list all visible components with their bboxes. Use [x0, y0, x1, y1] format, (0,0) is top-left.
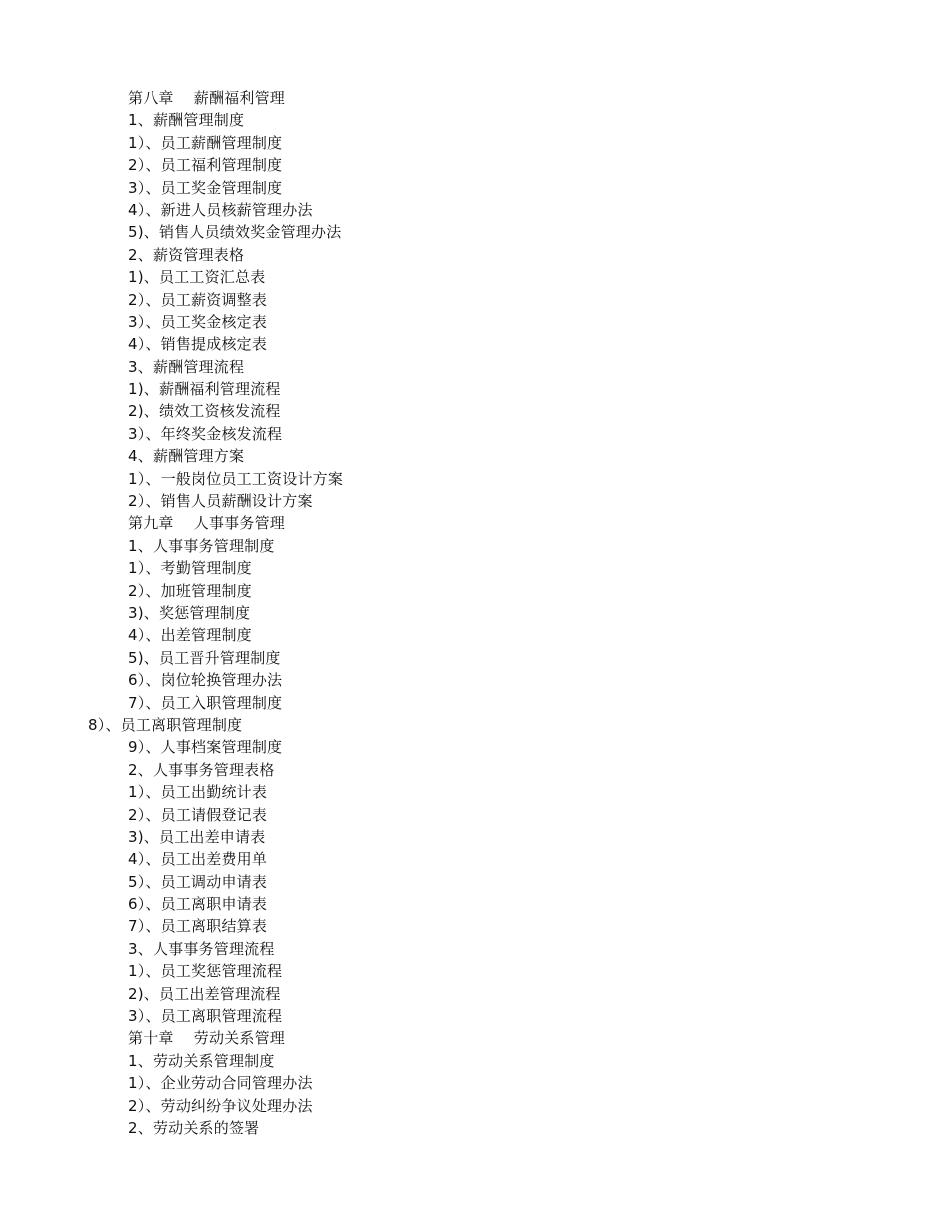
toc-line: 4、薪酬管理方案 — [128, 447, 245, 466]
toc-line: 1）、一般岗位员工工资设计方案 — [128, 469, 344, 488]
toc-line: 3)、奖惩管理制度 — [128, 603, 251, 622]
toc-line: 8）、员工离职管理制度 — [88, 715, 243, 734]
toc-line: 5）、员工调动申请表 — [128, 872, 268, 891]
toc-line: 3）、员工奖金管理制度 — [128, 178, 283, 197]
toc-line: 1、人事事务管理制度 — [128, 536, 275, 555]
toc-line: 2）、员工薪资调整表 — [128, 290, 268, 309]
toc-line: 1)、员工工资汇总表 — [128, 268, 266, 287]
toc-line: 1）、员工出勤统计表 — [128, 783, 268, 802]
toc-line: 第九章 人事事务管理 — [128, 514, 285, 533]
toc-line: 2)、绩效工资核发流程 — [128, 402, 281, 421]
toc-line: 第十章 劳动关系管理 — [128, 1029, 285, 1048]
toc-line: 3）、年终奖金核发流程 — [128, 424, 283, 443]
toc-line: 2、劳动关系的签署 — [128, 1118, 260, 1137]
toc-line: 4）、销售提成核定表 — [128, 335, 268, 354]
toc-line: 2、薪资管理表格 — [128, 245, 245, 264]
toc-line: 3）、员工奖金核定表 — [128, 312, 268, 331]
toc-line: 1）、企业劳动合同管理办法 — [128, 1074, 313, 1093]
toc-line: 4）、新进人员核薪管理办法 — [128, 200, 313, 219]
toc-line: 2）、加班管理制度 — [128, 581, 252, 600]
toc-line: 1）、考勤管理制度 — [128, 559, 252, 578]
toc-line: 2）、员工福利管理制度 — [128, 156, 283, 175]
toc-line: 1)、薪酬福利管理流程 — [128, 380, 281, 399]
toc-line: 6）、岗位轮换管理办法 — [128, 671, 283, 690]
toc-line: 1、薪酬管理制度 — [128, 111, 245, 130]
toc-line: 3、人事事务管理流程 — [128, 939, 275, 958]
toc-line: 9）、人事档案管理制度 — [128, 738, 283, 757]
toc-line: 1、劳动关系管理制度 — [128, 1051, 275, 1070]
toc-line: 7）、员工离职结算表 — [128, 917, 268, 936]
toc-line: 第八章 薪酬福利管理 — [128, 89, 285, 107]
toc-line: 7）、员工入职管理制度 — [128, 693, 283, 712]
toc-line: 3）、员工离职管理流程 — [128, 1007, 283, 1026]
toc-line: 2）、销售人员薪酬设计方案 — [128, 492, 313, 511]
toc-line: 2、人事事务管理表格 — [128, 760, 275, 779]
toc-line: 3)、员工出差申请表 — [128, 827, 266, 846]
toc-line: 2）、劳动纠纷争议处理办法 — [128, 1096, 313, 1115]
table-of-contents — [0, 87, 950, 1139]
toc-line: 6）、员工离职申请表 — [128, 895, 268, 914]
toc-line: 2）、员工请假登记表 — [128, 805, 268, 824]
toc-line: 3、薪酬管理流程 — [128, 357, 245, 376]
toc-line: 1）、员工奖惩管理流程 — [128, 962, 283, 981]
toc-line: 4）、出差管理制度 — [128, 626, 252, 645]
toc-line: 5)、员工晋升管理制度 — [128, 648, 281, 667]
toc-line: 4）、员工出差费用单 — [128, 850, 268, 869]
toc-line: 1）、员工薪酬管理制度 — [128, 133, 283, 152]
toc-line: 5)、销售人员绩效奖金管理办法 — [128, 223, 342, 242]
toc-line: 2)、员工出差管理流程 — [128, 984, 281, 1003]
